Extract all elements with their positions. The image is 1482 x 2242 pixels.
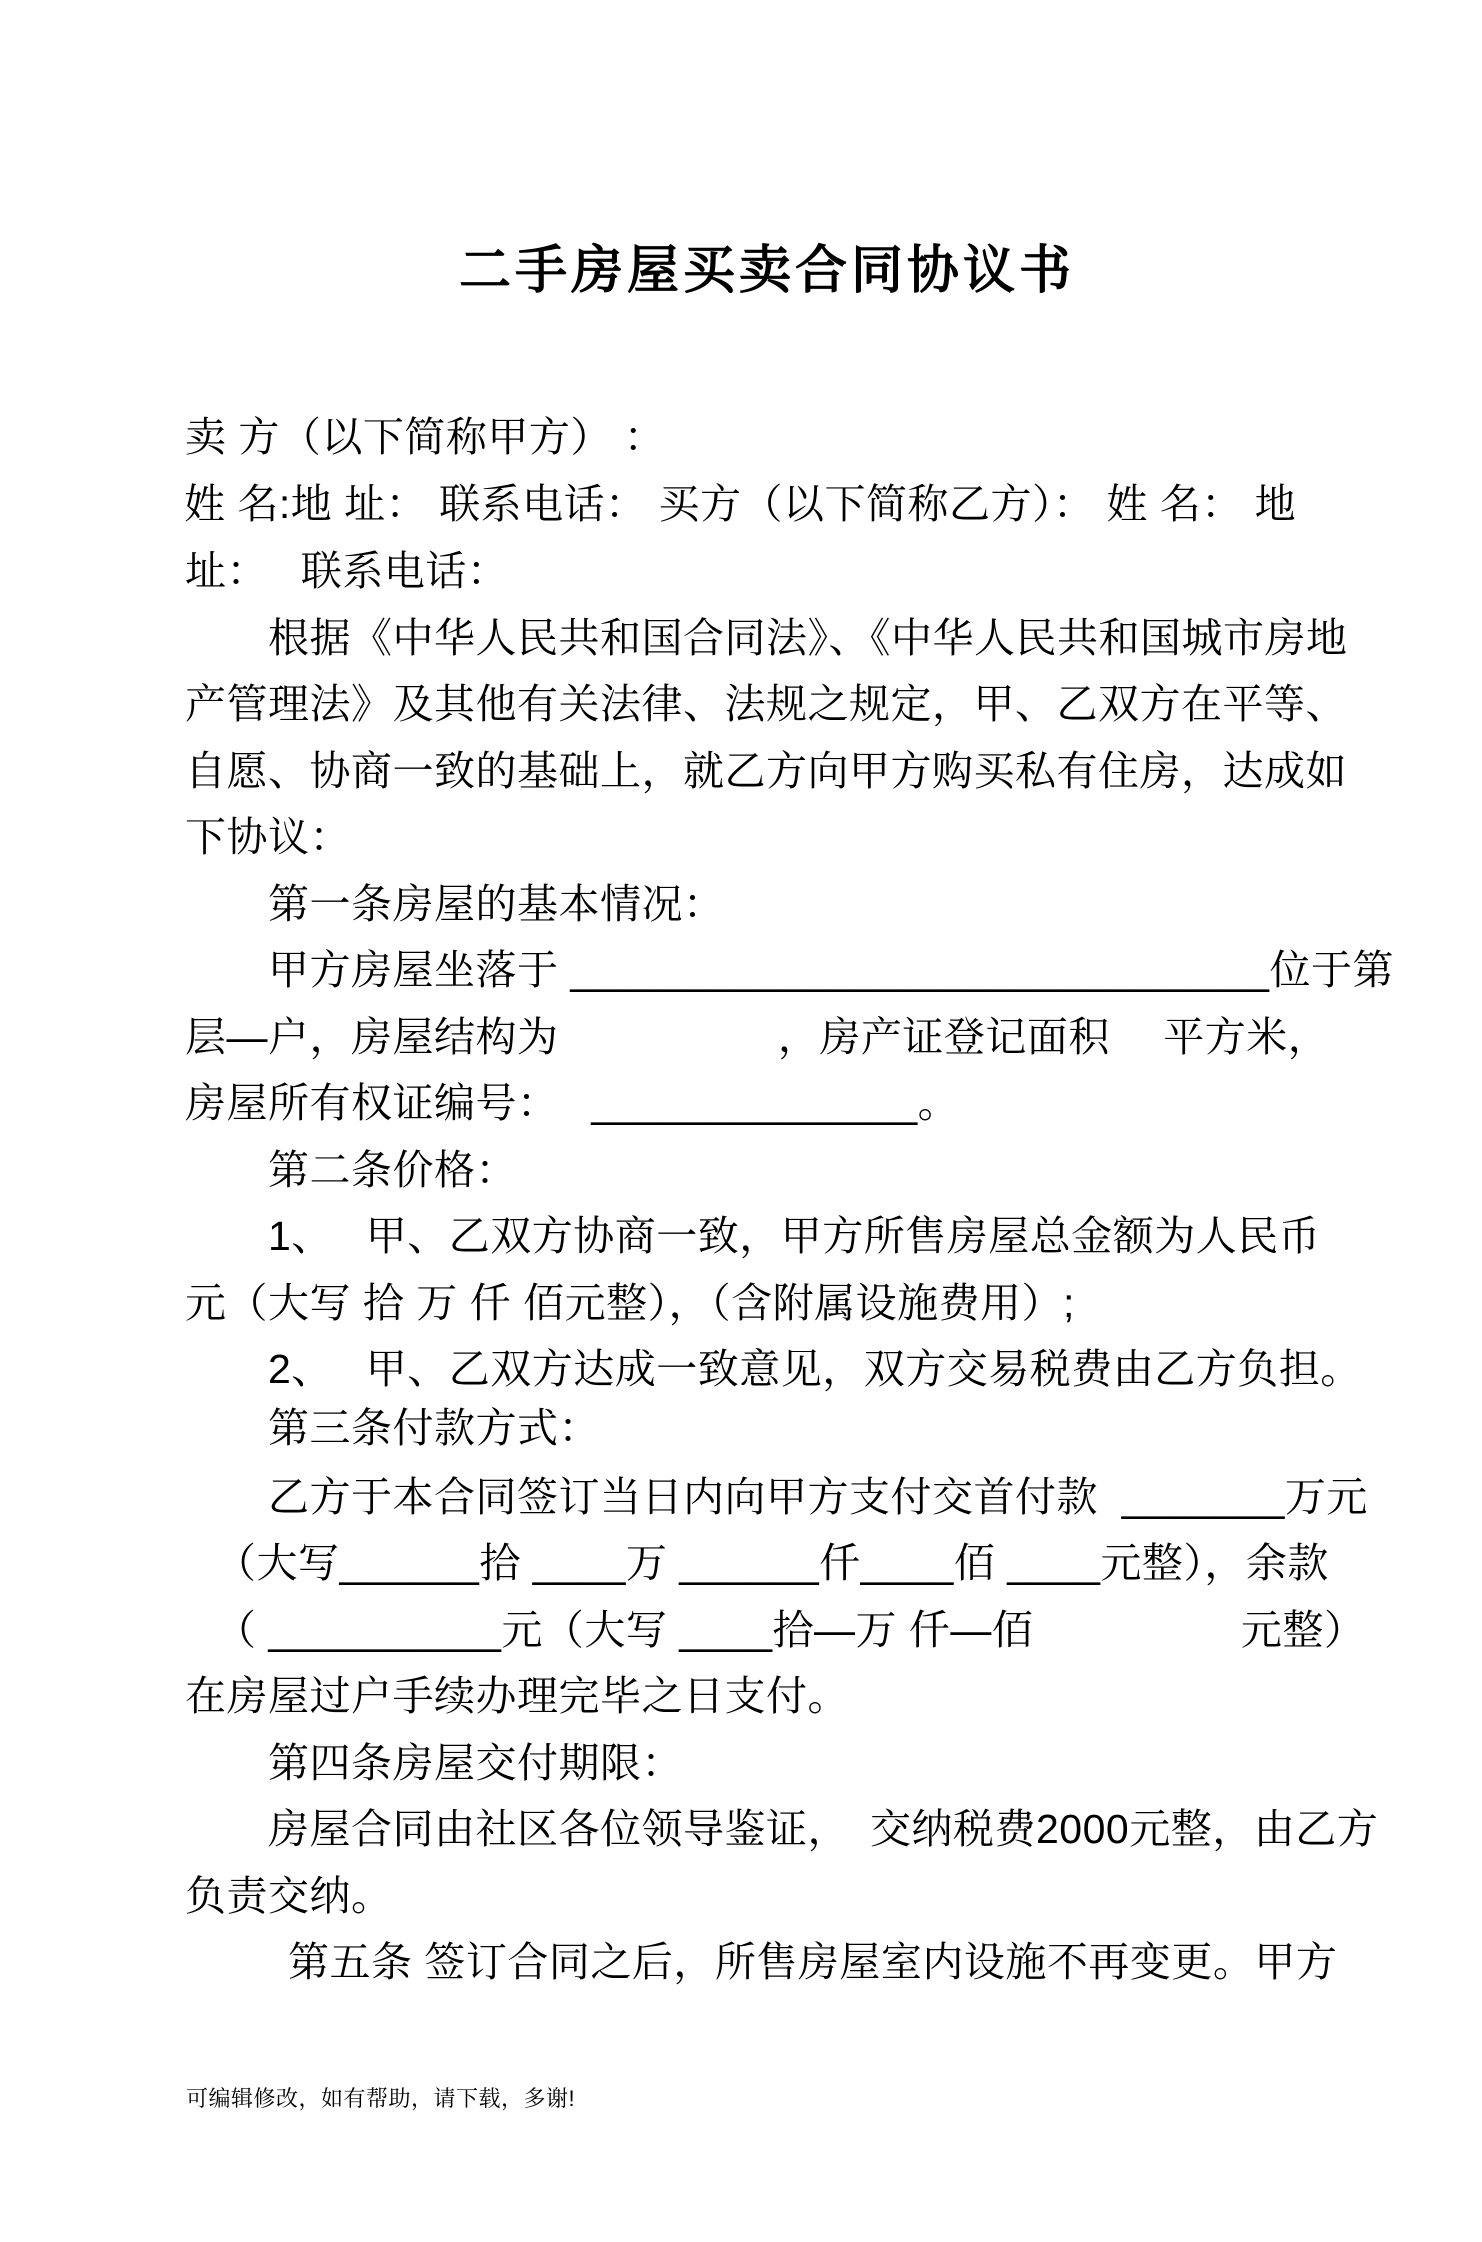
line-article3-payment-3: （ __________元（大写 ____拾—万 仟—佰 元整） (215, 1607, 1366, 1653)
line-preamble-1: 根据《中华人民共和国合同法》、《中华人民共和国城市房地 (268, 615, 1348, 661)
line-article2-heading: 第二条价格： (268, 1147, 517, 1193)
line-seller-party: 卖 方（以下简称甲方） ： (185, 414, 666, 460)
footer-note: 可编辑修改，如有帮助，请下载，多谢! (186, 2086, 576, 2111)
line-article4-heading: 第四条房屋交付期限： (268, 1740, 683, 1786)
line-article2-item2: 2、 甲、乙双方达成一致意见，双方交易税费由乙方负担。 (268, 1346, 1362, 1392)
line-article1-heading: 第一条房屋的基本情况： (268, 881, 725, 927)
line-article3-payment-4: 在房屋过户手续办理完毕之日支付。 (185, 1673, 849, 1719)
line-preamble-3: 自愿、协商一致的基础上，就乙方向甲方购买私有住房，达成如 (185, 748, 1347, 794)
line-article5-body: 第五条 签订合同之后，所售房屋室内设施不再变更。甲方 (288, 1939, 1338, 1985)
line-preamble-2: 产管理法》及其他有关法律、法规之规定，甲、乙双方在平等、 (185, 681, 1347, 727)
document-title: 二手房屋买卖合同协议书 (459, 242, 1076, 300)
line-party-details-1: 姓 名:地 址： 联系电话： 买方（以下简称乙方）： 姓 名： 地 (184, 481, 1297, 527)
line-article2-item1b: 元（大写 拾 万 仟 佰元整），（含附属设施费用）; (185, 1280, 1075, 1326)
line-article1-structure: 层—户，房屋结构为 ，房产证登记面积 平方米， (185, 1014, 1330, 1060)
line-article3-payment-2: （大写______拾 ____万 ______仟____佰 ____元整），余款 (215, 1540, 1329, 1586)
line-party-details-2: 址： 联系电话： (185, 548, 509, 594)
line-article4-body-1: 房屋合同由社区各位领导鉴证， 交纳税费2000元整，由乙方 (268, 1806, 1379, 1852)
line-article2-item1a: 1、 甲、乙双方协商一致，甲方所售房屋总金额为人民币 (268, 1213, 1321, 1259)
line-article1-location: 甲方房屋坐落于 ______________________________位于第 (268, 947, 1394, 993)
line-article3-payment-1: 乙方于本合同签订当日内向甲方支付交首付款 _______万元 (268, 1474, 1368, 1520)
line-preamble-4: 下协议： (185, 814, 351, 860)
line-article1-cert-number: 房屋所有权证编号： ______________。 (185, 1080, 960, 1126)
line-article4-body-2: 负责交纳。 (185, 1873, 393, 1919)
line-article3-heading: 第三条付款方式： (268, 1405, 600, 1451)
